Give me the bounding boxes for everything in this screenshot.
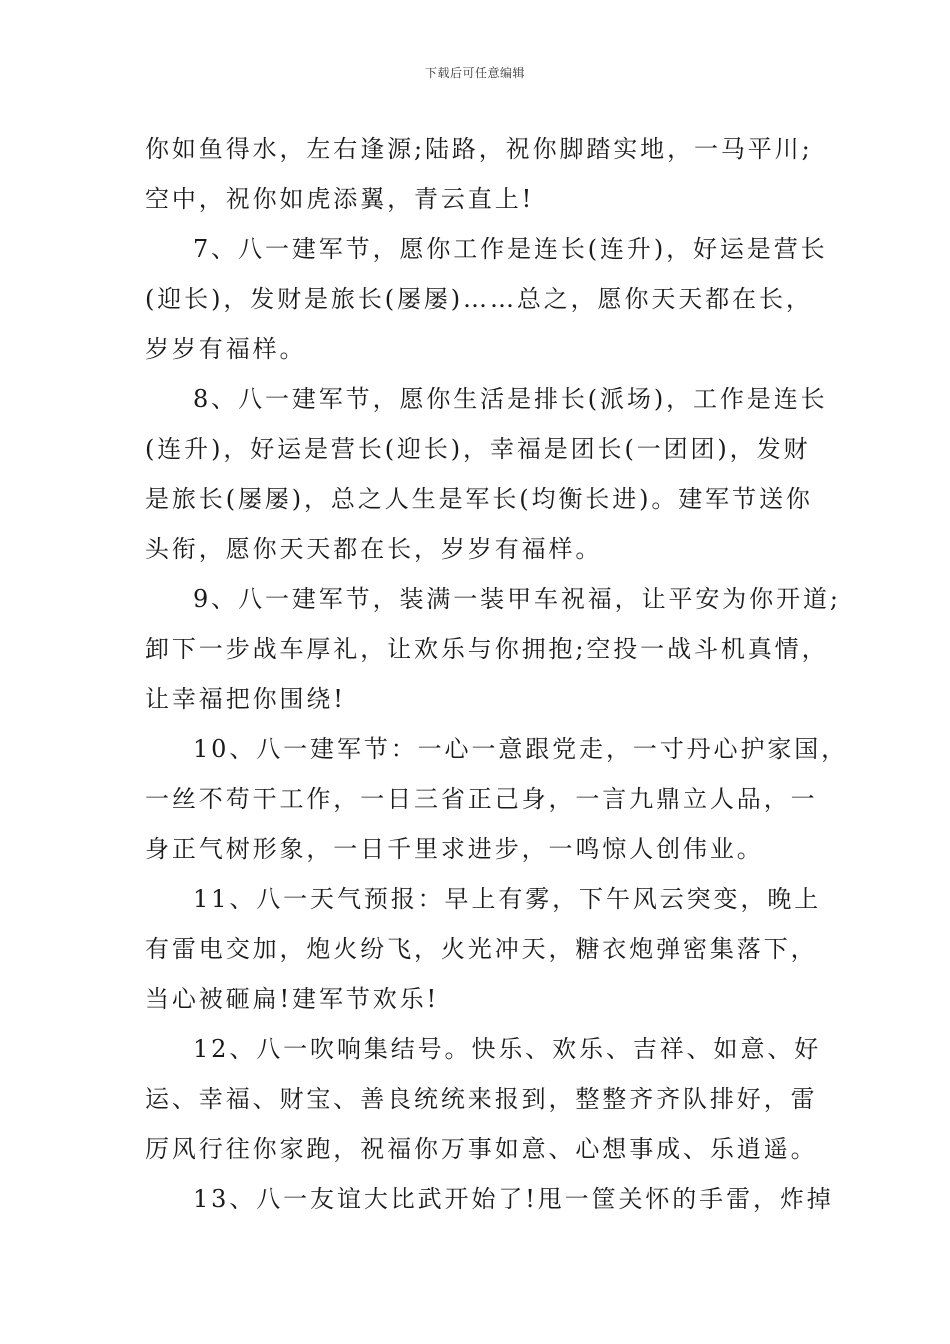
- text-line: 8、八一建军节，愿你生活是排长(派场)，工作是连长: [193, 385, 828, 413]
- text-line: 有雷电交加，炮火纷飞，火光冲天，糖衣炮弹密集落下，: [145, 935, 818, 963]
- text-line: 运、幸福、财宝、善良统统来报到，整整齐齐队排好，雷: [145, 1085, 818, 1113]
- text-line: 9、八一建军节，装满一装甲车祝福，让平安为你开道;: [193, 585, 841, 613]
- text-line: 12、八一吹响集结号。快乐、欢乐、吉祥、如意、好: [193, 1035, 822, 1063]
- text-line: (连升)，好运是营长(迎长)，幸福是团长(一团团)，发财: [145, 435, 811, 463]
- text-line: 让幸福把你围绕!: [145, 685, 346, 713]
- text-line: 空中，祝你如虎添翼，青云直上!: [145, 185, 535, 213]
- text-line: 当心被砸扁!建军节欢乐!: [145, 985, 440, 1013]
- text-line: 是旅长(屡屡)，总之人生是军长(均衡长进)。建军节送你: [145, 485, 813, 513]
- text-line: 身正气树形象，一日千里求进步，一鸣惊人创伟业。: [145, 835, 764, 863]
- text-line: 你如鱼得水，左右逢源;陆路，祝你脚踏实地，一马平川;: [145, 135, 813, 163]
- text-line: 13、八一友谊大比武开始了!甩一筐关怀的手雷，炸掉: [193, 1185, 834, 1213]
- text-line: 11、八一天气预报：早上有雾，下午风云突变，晚上: [193, 885, 822, 913]
- text-line: 厉风行往你家跑，祝福你万事如意、心想事成、乐逍遥。: [145, 1135, 818, 1163]
- text-line: 岁岁有福样。: [145, 335, 307, 363]
- text-line: 卸下一步战车厚礼，让欢乐与你拥抱;空投一战斗机真情，: [145, 635, 829, 663]
- text-line: 7、八一建军节，愿你工作是连长(连升)，好运是营长: [193, 235, 828, 263]
- page-header: 下载后可任意编辑: [424, 66, 525, 80]
- text-line: 头衔，愿你天天都在长，岁岁有福样。: [145, 535, 603, 563]
- text-line: 10、八一建军节：一心一意跟党走，一寸丹心护家国，: [193, 735, 849, 763]
- text-line: 一丝不苟干工作，一日三省正己身，一言九鼎立人品，一: [145, 785, 818, 813]
- text-line: (迎长)，发财是旅长(屡屡)……总之，愿你天天都在长，: [145, 285, 813, 313]
- document-body: [145, 124, 849, 1224]
